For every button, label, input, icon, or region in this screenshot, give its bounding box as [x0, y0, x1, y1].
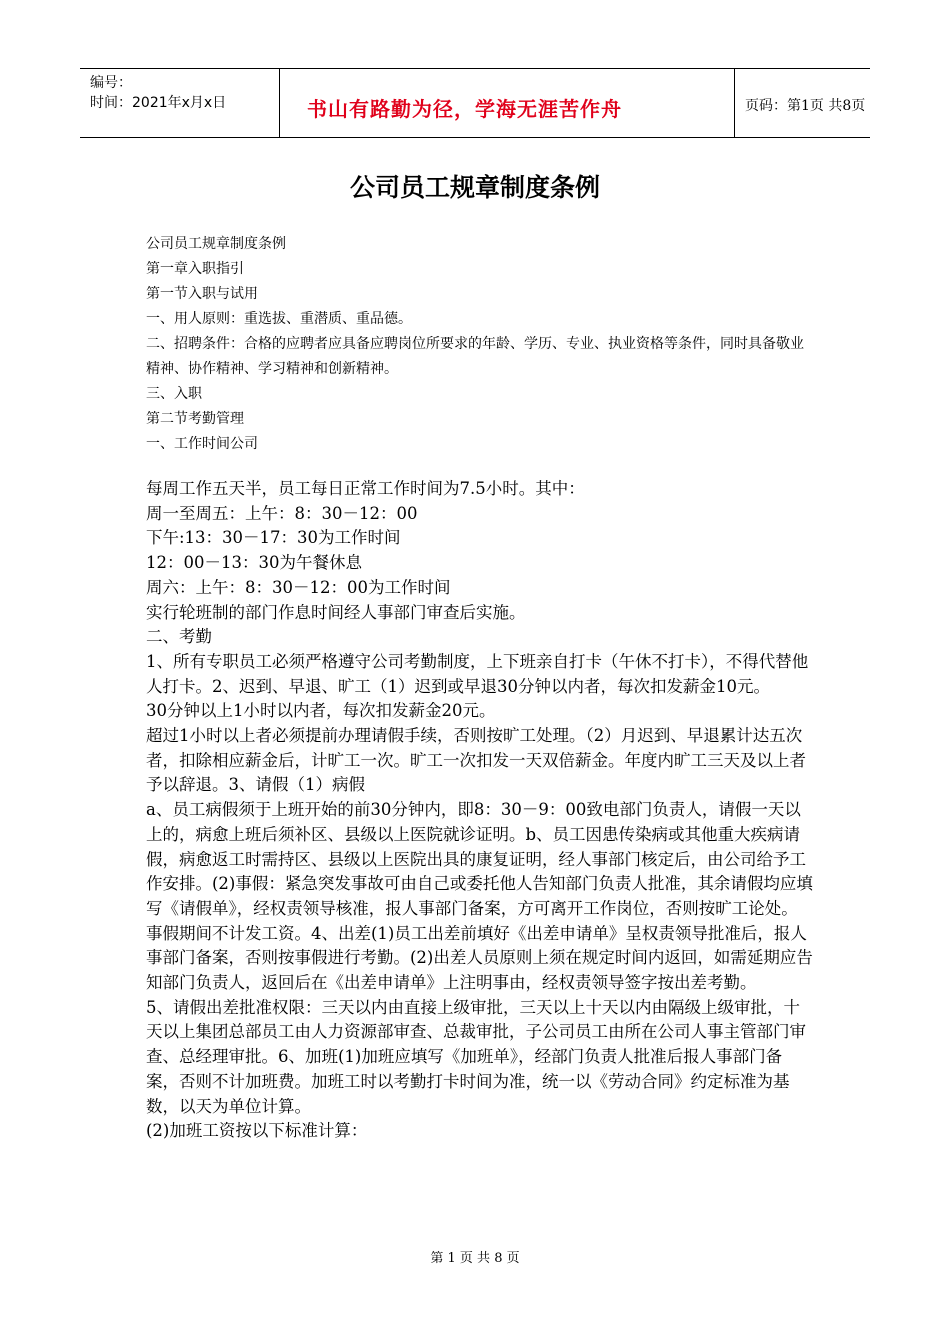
section-heading: 第一节入职与试用: [146, 286, 258, 302]
attendance-section: [146, 477, 814, 1144]
paragraph: 周一至周五：上午：8：30－12：00: [146, 503, 418, 523]
header-page-info: 页码：第1页 共8页: [745, 98, 866, 114]
paragraph: 一、工作时间公司: [146, 436, 258, 452]
paragraph: 下午:13：30－17：30为工作时间: [146, 528, 401, 548]
paragraph: 公司员工规章制度条例: [146, 236, 286, 252]
paragraph: 5、请假出差批准权限：三天以内由直接上级审批，三天以上十天以内由隔级上级审批，十天以上集团总部员工由人力资源部审查、总裁审批，子公司员工由所在公司人事主管部门审查、总经理审批。6、加班(1)加班应填写《加班单》，经部门负责人批准后报人事部门备案，否则不计加班费。加班工时以考勤打卡时间为准，统一以《劳动合同》约定标准为基数，以天为单位计算。: [146, 997, 806, 1116]
paragraph: 周六：上午：8：30－12：00为工作时间: [146, 577, 451, 597]
header-motto-cell: [279, 69, 735, 137]
document-date-label: 时间：2021年x月x日: [90, 95, 227, 111]
document-number-label: 编号：: [90, 75, 132, 91]
document-title: 公司员工规章制度条例: [349, 173, 600, 202]
paragraph: a、员工病假须于上班开始的前30分钟内，即8：30－9：00致电部门负责人，请假一天以上的，病愈上班后须补区、县级以上医院就诊证明。b、员工因患传染病或其他重大疾病请假，病愈返工时需持区、县级以上医院出具的康复证明，经人事部门核定后，由公司给予工作安排。(2)事假：紧急突发事故可由自己或委托他人告知部门负责人批准，其余请假均应填写《请假单》，经权责领导核准，报人事部门备案，方可离开工作岗位，否则按旷工论处。事假期间不计发工资。4、出差(1)员工出差前填好《出差申请单》呈权责领导批准后，报人事部门备案，否则按事假进行考勤。(2)出差人员原则上须在规定时间内返回，如需延期应告知部门负责人，返回后在《出差申请单》上注明事由，经权责领导签字按出差考勤。: [146, 800, 813, 993]
paragraph: 每周工作五天半，员工每日正常工作时间为7.5小时。其中：: [146, 479, 585, 498]
chapter-heading: 第一章入职指引: [146, 261, 244, 277]
subsection-heading: 二、考勤: [146, 627, 212, 647]
paragraph: 1、所有专职员工必须严格遵守公司考勤制度，上下班亲自打卡（午休不打卡），不得代替他人打卡。2、迟到、早退、旷工（1）迟到或早退30分钟以内者，每次扣发薪金10元。: [146, 651, 809, 696]
paragraph: 超过1小时以上者必须提前办理请假手续，否则按旷工处理。（2）月迟到、早退累计达五次者，扣除相应薪金后，计旷工一次。旷工一次扣发一天双倍薪金。年度内旷工三天及以上者予以辞退。3、请假（1）病假: [146, 726, 806, 795]
paragraph: 二、招聘条件：合格的应聘者应具备应聘岗位所要求的年龄、学历、专业、执业资格等条件，同时具备敬业精神、协作精神、学习精神和创新精神。: [146, 336, 804, 377]
page-header: [80, 68, 870, 138]
paragraph: (2)加班工资按以下标准计算：: [146, 1121, 368, 1141]
paragraph: 实行轮班制的部门作息时间经人事部门审查后实施。: [146, 602, 526, 622]
section-heading: 第二节考勤管理: [146, 411, 244, 427]
paragraph: 30分钟以上1小时以内者，每次扣发薪金20元。: [146, 701, 496, 721]
header-info-cell: [80, 69, 280, 137]
paragraph: 三、入职: [146, 386, 202, 402]
intro-section: [146, 232, 806, 457]
page-footer: 第 1 页 共 8 页: [430, 1251, 520, 1266]
header-motto: 书山有路勤为径，学海无涯苦作舟: [307, 97, 622, 121]
paragraph: 一、用人原则：重选拔、重潜质、重品德。: [146, 311, 412, 327]
header-page-cell: [735, 69, 870, 137]
paragraph: 12：00－13：30为午餐休息: [146, 553, 362, 573]
